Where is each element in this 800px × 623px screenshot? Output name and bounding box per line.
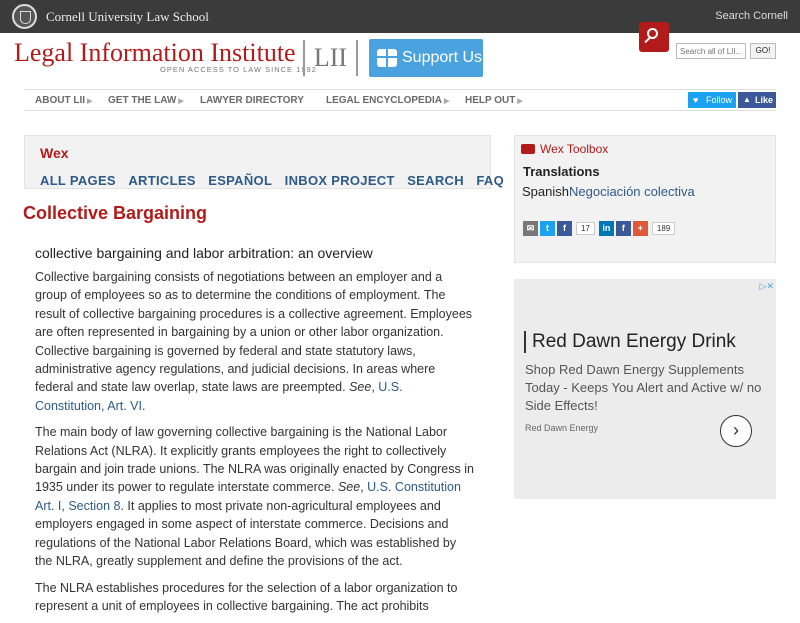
cornell-seal-icon[interactable]	[12, 4, 37, 29]
facebook-icon[interactable]: f	[557, 221, 572, 236]
twitter-icon[interactable]: t	[540, 221, 555, 236]
site-title[interactable]: Legal Information Institute	[14, 38, 296, 67]
lii-logo[interactable]: LII	[303, 40, 358, 76]
nav-about-lii[interactable]	[35, 95, 92, 106]
cornell-link[interactable]: Cornell University Law School	[46, 9, 209, 24]
share-bar	[523, 220, 679, 236]
plus-icon[interactable]: +	[633, 221, 648, 236]
facebook-share-icon[interactable]: f	[616, 221, 631, 236]
article-subtitle: collective bargaining and labor arbitration: an overview	[35, 245, 373, 261]
search-input[interactable]	[676, 43, 746, 59]
linkedin-icon[interactable]: in	[599, 221, 614, 236]
paragraph	[35, 268, 475, 415]
wex-title[interactable]: Wex	[40, 145, 69, 161]
constitution-art-vi-link[interactable]: U.S. Constitution, Art. VI	[35, 380, 403, 413]
constitution-art-i-link[interactable]: U.S. Constitution Art. I, Section 8	[35, 480, 461, 513]
page-title: Collective Bargaining	[23, 203, 208, 223]
nav-label: GET THE LAW	[108, 95, 177, 106]
ad-text: Shop Red Dawn Energy Supplements Today - Keeps You Alert and Active w/ no Side Effects!	[525, 362, 762, 413]
advertisement[interactable]	[514, 279, 776, 499]
search-cornell-link[interactable]: Search Cornell	[715, 10, 788, 22]
paragraph: The NLRA establishes procedures for the selection of a labor organization to represent a unit of employees in collective bargaining. The act prohibits	[35, 580, 458, 613]
wex-link-search[interactable]: SEARCH	[407, 173, 464, 188]
see-signal: See	[349, 380, 372, 395]
wex-link-inbox-project[interactable]: INBOX PROJECT	[284, 173, 395, 188]
separator: .	[142, 398, 146, 413]
nav-label: ABOUT LII	[35, 95, 85, 106]
nav-help-out[interactable]	[465, 95, 523, 106]
wex-links	[40, 172, 512, 190]
email-icon[interactable]: ✉	[523, 221, 538, 236]
toolbox-icon	[521, 144, 535, 154]
ad-choices-icon[interactable]: ▷✕	[759, 281, 774, 291]
chevron-right-icon: ▶	[178, 98, 184, 105]
see-signal: See	[337, 480, 361, 495]
wex-navigation	[24, 135, 504, 189]
chevron-right-icon: ▶	[87, 98, 93, 105]
wex-link-espanol[interactable]: ESPAÑOL	[208, 173, 273, 188]
share-count: 189	[652, 222, 675, 235]
toolbox-title: Wex Toolbox	[540, 142, 609, 156]
nav-label: LEGAL ENCYCLOPEDIA	[326, 95, 442, 106]
support-label: Support Us!	[402, 49, 487, 66]
separator: ,	[360, 480, 368, 495]
wex-link-all-pages[interactable]: ALL PAGES	[40, 173, 116, 188]
article-body	[35, 268, 475, 623]
arrow-right-icon[interactable]: ›	[720, 415, 752, 447]
nav-lawyer-directory[interactable]	[200, 95, 304, 106]
twitter-follow-button[interactable]: ♥ Follow	[688, 92, 736, 108]
site-tagline: OPEN ACCESS TO LAW SINCE 1992	[160, 65, 317, 74]
nav-get-the-law[interactable]	[108, 95, 184, 106]
paragraph-text: Collective bargaining consists of negotiations between an employer and a group of employees so as to determine the conditions of employment. The result of collective bargaining procedures is a collective agreement. Employees are often represented in bargaining by a union or other labor organization. Collective bargaining is governed by federal and state statutory laws, administrative agency regulations, and judicial decisions. In areas where federal and state law overlap, state laws are preempted.	[35, 270, 473, 395]
search-icon	[647, 28, 658, 39]
separator: ,	[371, 380, 379, 395]
ad-title[interactable]: Red Dawn Energy Drink	[524, 331, 736, 353]
paragraph	[35, 423, 475, 570]
top-bar	[0, 0, 800, 33]
translation-link[interactable]: Negociación colectiva	[568, 184, 695, 199]
wex-link-articles[interactable]: ARTICLES	[128, 173, 196, 188]
nav-label: LAWYER DIRECTORY	[200, 95, 304, 106]
translations-heading: Translations	[523, 164, 600, 179]
wex-link-faq[interactable]: FAQ	[476, 173, 504, 188]
go-button[interactable]: GO!	[750, 43, 776, 59]
twitter-count: 17	[576, 222, 595, 235]
chevron-right-icon: ▶	[443, 98, 450, 105]
wex-toolbox	[514, 135, 776, 263]
translation-language: Spanish	[522, 184, 569, 199]
ad-brand: Red Dawn Energy	[525, 423, 599, 433]
support-button[interactable]	[369, 39, 487, 77]
gift-icon	[377, 49, 397, 67]
toolbox-header	[521, 142, 608, 156]
paragraph-text: The main body of law governing collective bargaining is the National Labor Relations Act (NLRA). It explicitly grants employees the right to collectively bargain and join trade unions. The NLRA was originally enacted by Congress in 1935 under its power to regulate interstate commerce.	[35, 425, 474, 495]
main-nav	[25, 89, 776, 111]
facebook-like-button[interactable]: ▲ Like	[738, 92, 776, 108]
nav-legal-encyclopedia[interactable]	[326, 95, 449, 106]
translation-row	[522, 184, 695, 199]
paragraph-text: . It applies to most private non-agricultural employees and employers engaged in some aspect of interstate commerce. Decisions and regulations of the National Labor Relations Board, which was established by the NLRA, greatly supplement and define the provisions of the act.	[35, 498, 457, 569]
search-toggle-button[interactable]	[639, 22, 669, 52]
chevron-right-icon: ▶	[517, 98, 523, 105]
nav-label: HELP OUT	[465, 95, 516, 106]
